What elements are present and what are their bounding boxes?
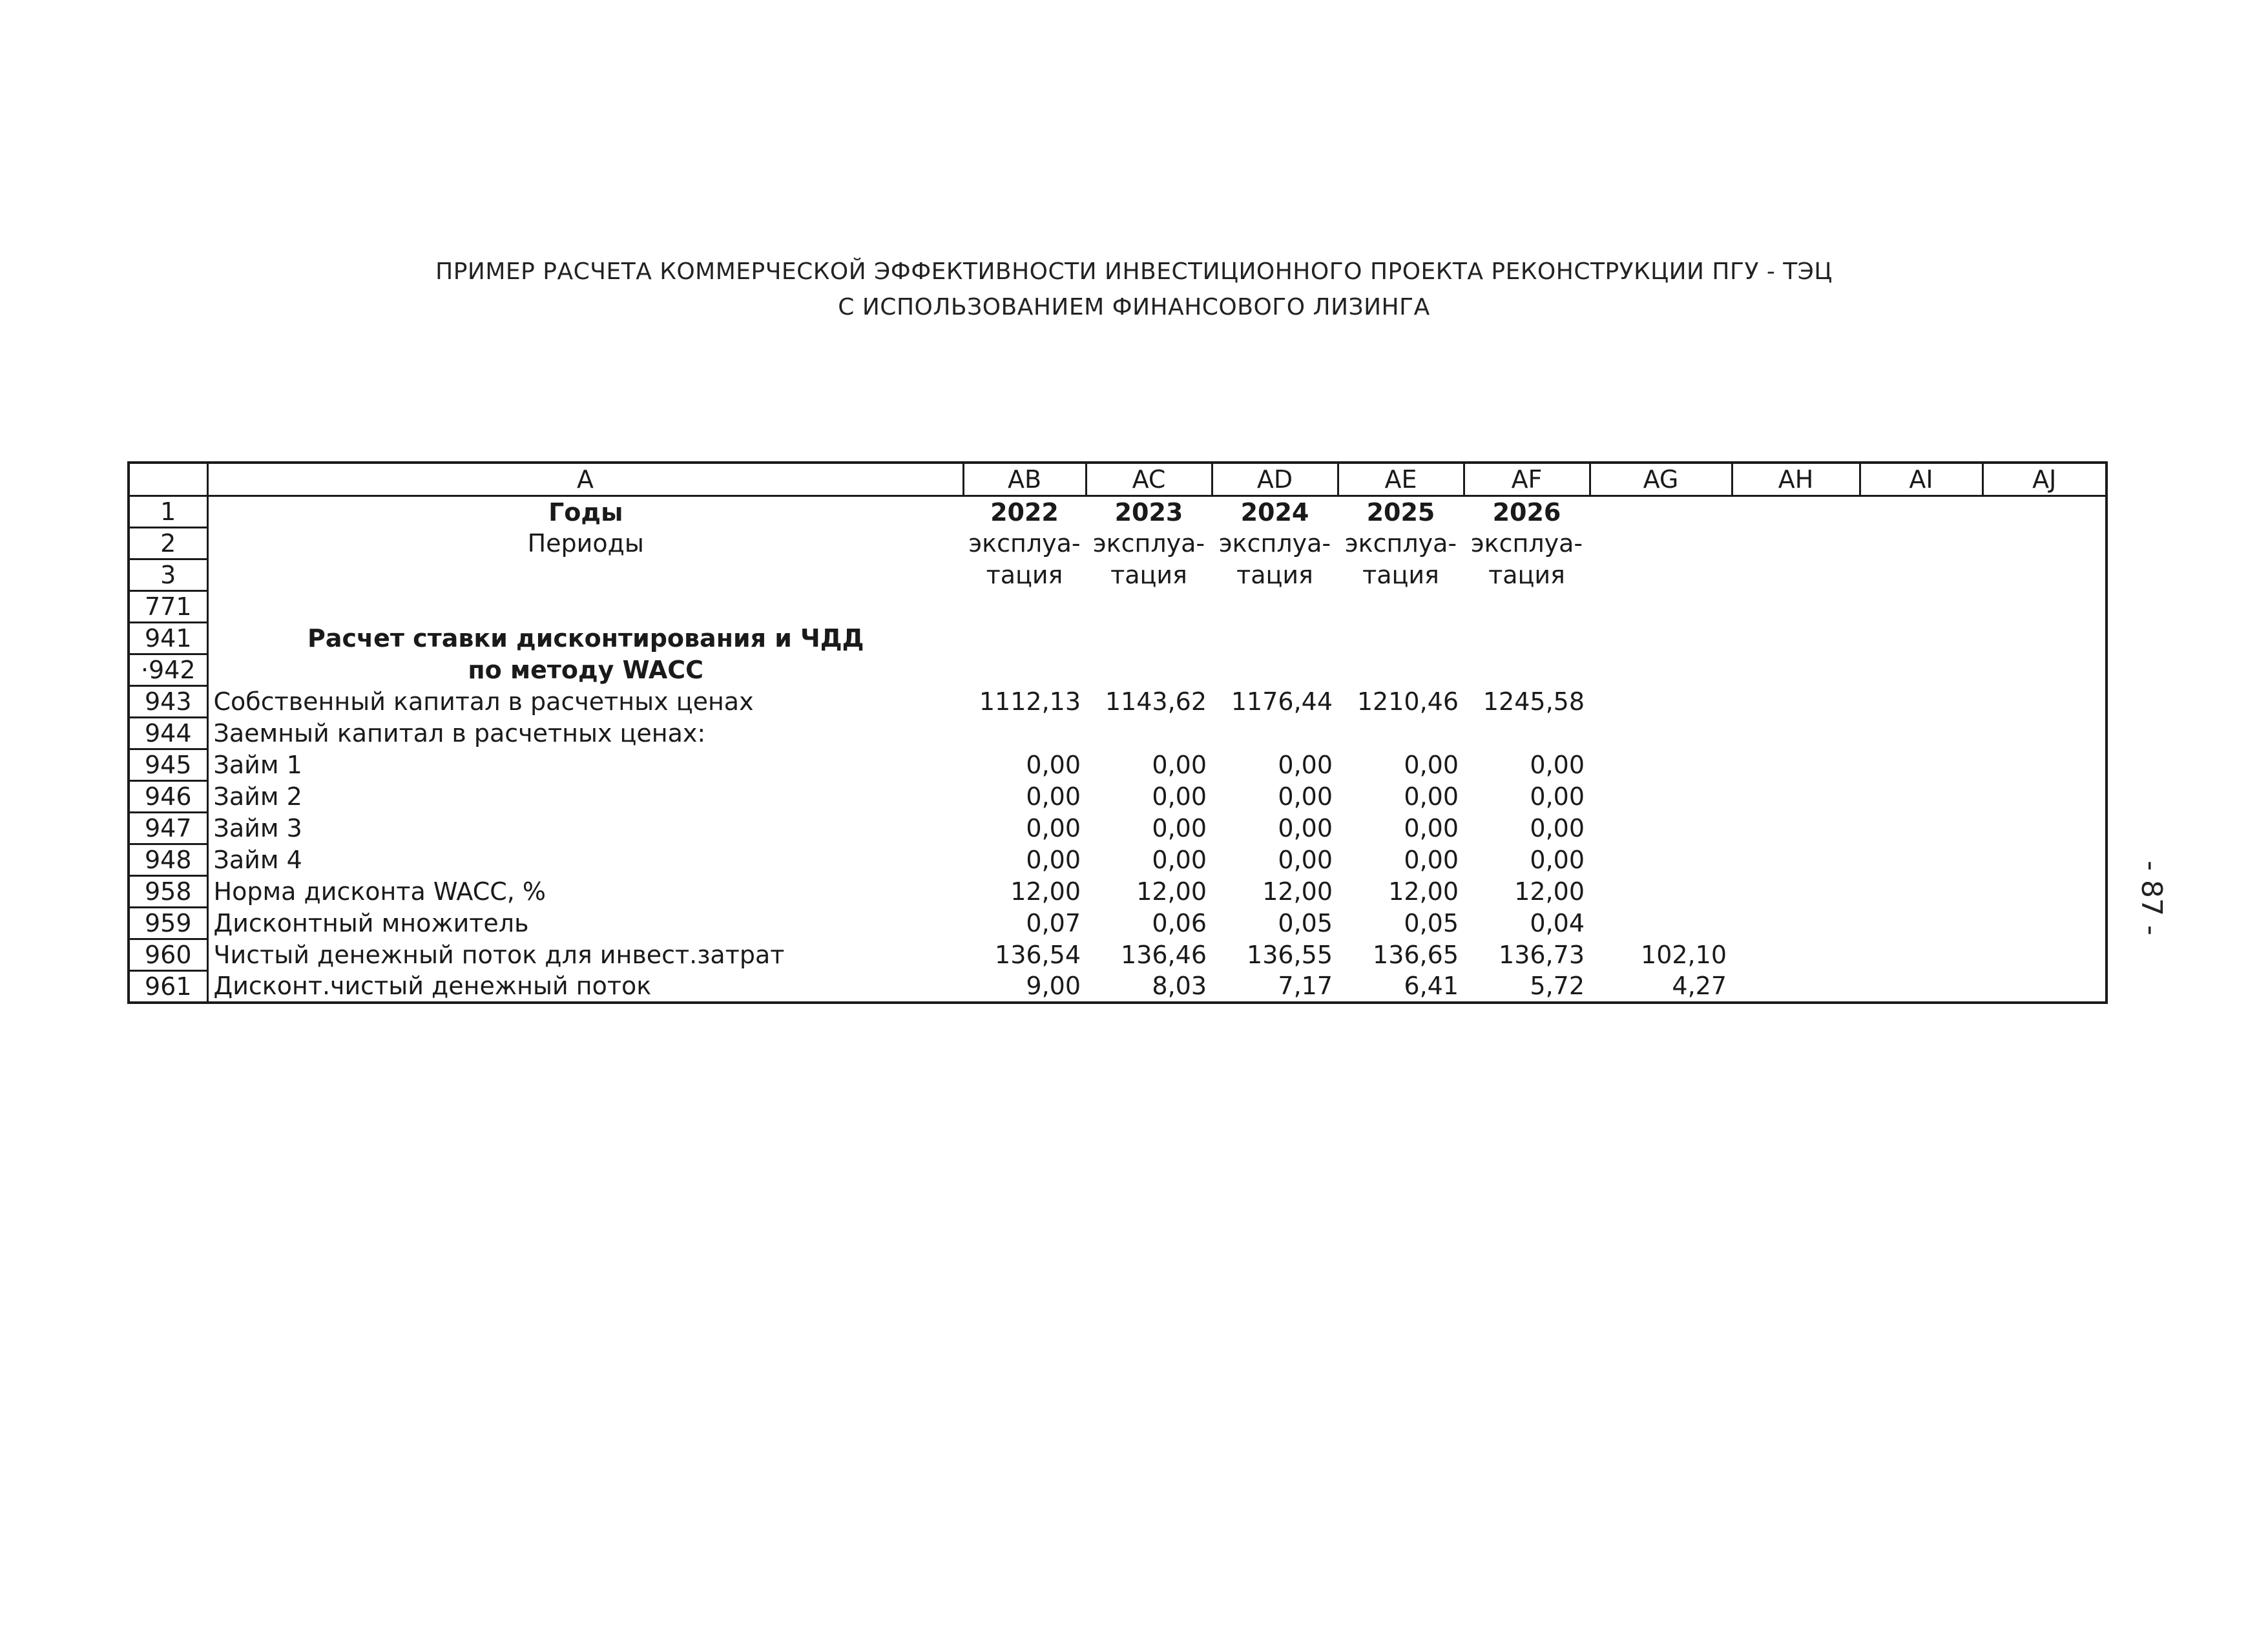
page-number: - 87 -: [2135, 861, 2168, 935]
value-cell: 0,00: [1404, 814, 1459, 842]
row-number: 3: [129, 559, 207, 591]
years-label: Годы: [207, 496, 963, 528]
row-number: 771: [129, 591, 207, 623]
row-label: Норма дисконта WACC, %: [207, 876, 963, 908]
row-label: Займ 4: [207, 844, 963, 876]
column-header-ai: AI: [1860, 463, 1982, 496]
value-cell: 0,00: [1404, 751, 1459, 779]
table-row: [129, 718, 2107, 749]
value-cell: 0,00: [1026, 846, 1081, 874]
value-cell: 12,00: [1514, 877, 1585, 906]
column-header-ac: AC: [1086, 463, 1212, 496]
value-cell: 1176,44: [1231, 687, 1333, 716]
value-cell: 12,00: [1010, 877, 1081, 906]
value-cell: 0,00: [1152, 846, 1207, 874]
period-cell: тация: [986, 561, 1063, 589]
value-cell: 9,00: [1026, 972, 1081, 1001]
value-cell: 12,00: [1136, 877, 1207, 906]
value-cell: 7,17: [1278, 972, 1333, 1001]
value-cell: [1590, 686, 1732, 718]
value-cell: 136,46: [1121, 941, 1207, 969]
column-header-ab: AB: [963, 463, 1086, 496]
column-header-af: AF: [1464, 463, 1590, 496]
value-cell: 136,54: [995, 941, 1081, 969]
value-cell: 1245,58: [1483, 687, 1585, 716]
value-cell: 5,72: [1530, 972, 1585, 1001]
period-cell: тация: [1488, 561, 1565, 589]
value-cell: [1086, 718, 1212, 749]
column-header-ad: AD: [1212, 463, 1338, 496]
value-cell: 0,00: [1026, 751, 1081, 779]
table-row: [129, 686, 2107, 718]
value-cell: 0,00: [1152, 814, 1207, 842]
column-header-ah: AH: [1732, 463, 1860, 496]
table-row: [129, 876, 2107, 908]
value-cell: 8,03: [1152, 972, 1207, 1001]
section-title-row-2: [129, 654, 2107, 686]
section-title-row-1: [129, 623, 2107, 654]
value-cell: 12,00: [1262, 877, 1333, 906]
table-row: [129, 908, 2107, 939]
table-row: [129, 971, 2107, 1003]
value-cell: 136,65: [1373, 941, 1459, 969]
row-number: 959: [129, 908, 207, 939]
table-row: [129, 844, 2107, 876]
value-cell: [1464, 718, 1590, 749]
column-header-ag: AG: [1590, 463, 1732, 496]
periods-row-2: [129, 559, 2107, 591]
column-header-row: [129, 463, 2107, 496]
column-header-a: A: [207, 463, 963, 496]
empty-row: [129, 591, 2107, 623]
period-cell: тация: [1236, 561, 1313, 589]
table-row: [129, 813, 2107, 844]
value-cell: 0,05: [1404, 909, 1459, 937]
value-cell: 0,00: [1026, 782, 1081, 811]
document-title-line-1: ПРИМЕР РАСЧЕТА КОММЕРЧЕСКОЙ ЭФФЕКТИВНОСТИ ИНВЕСТИЦИОННОГО ПРОЕКТА РЕКОНСТРУКЦИИ ПГУ - ТЭЦ: [435, 258, 1833, 285]
row-number: ·942: [129, 654, 207, 686]
year-cell: 2024: [1240, 497, 1309, 527]
row-number: 946: [129, 781, 207, 813]
column-header-aj: AJ: [1982, 463, 2107, 496]
row-label: Собственный капитал в расчетных ценах: [207, 686, 963, 718]
value-cell: 0,04: [1530, 909, 1585, 937]
row-number: 941: [129, 623, 207, 654]
value-cell: 0,00: [1278, 846, 1333, 874]
row-number: 960: [129, 939, 207, 971]
value-cell: 4,27: [1672, 972, 1727, 1001]
year-cell: 2023: [1114, 497, 1183, 527]
period-cell: тация: [1110, 561, 1187, 589]
value-cell: 1143,62: [1105, 687, 1207, 716]
value-cell: 0,00: [1278, 782, 1333, 811]
row-label: Займ 3: [207, 813, 963, 844]
value-cell: 1112,13: [979, 687, 1081, 716]
corner-cell: [129, 463, 207, 496]
row-label: Чистый денежный поток для инвест.затрат: [207, 939, 963, 971]
section-title-line-2: по методу WACC: [207, 654, 963, 686]
spreadsheet-table: [127, 461, 2108, 1004]
value-cell: 0,00: [1404, 782, 1459, 811]
value-cell: 0,00: [1152, 751, 1207, 779]
table-row: [129, 781, 2107, 813]
value-cell: 0,05: [1278, 909, 1333, 937]
empty-label: [207, 559, 963, 591]
period-cell: эксплуа-: [1218, 529, 1331, 558]
value-cell: [1338, 718, 1464, 749]
years-row: [129, 496, 2107, 528]
row-number: 2: [129, 528, 207, 559]
row-label: Заемный капитал в расчетных ценах:: [207, 718, 963, 749]
value-cell: 0,00: [1404, 846, 1459, 874]
period-cell: эксплуа-: [1092, 529, 1205, 558]
value-cell: [1590, 908, 1732, 939]
value-cell: 0,00: [1530, 814, 1585, 842]
column-header-ae: AE: [1338, 463, 1464, 496]
value-cell: 12,00: [1388, 877, 1459, 906]
row-number: 947: [129, 813, 207, 844]
value-cell: 1210,46: [1357, 687, 1459, 716]
value-cell: 0,00: [1530, 846, 1585, 874]
value-cell: 0,00: [1530, 782, 1585, 811]
row-label: Дисконт.чистый денежный поток: [207, 971, 963, 1003]
value-cell: 6,41: [1404, 972, 1459, 1001]
value-cell: 0,00: [1152, 782, 1207, 811]
value-cell: 136,55: [1247, 941, 1333, 969]
value-cell: [1590, 718, 1732, 749]
value-cell: [1590, 844, 1732, 876]
year-cell: 2022: [990, 497, 1059, 527]
row-number: 945: [129, 749, 207, 781]
row-number: 944: [129, 718, 207, 749]
value-cell: 0,00: [1278, 814, 1333, 842]
value-cell: [1590, 876, 1732, 908]
period-cell: эксплуа-: [1344, 529, 1457, 558]
periods-label: Периоды: [207, 528, 963, 559]
row-label: Займ 2: [207, 781, 963, 813]
row-number: 961: [129, 971, 207, 1003]
section-title-line-1: Расчет ставки дисконтирования и ЧДД: [207, 623, 963, 654]
value-cell: 136,73: [1499, 941, 1585, 969]
row-label: Займ 1: [207, 749, 963, 781]
value-cell: [1590, 781, 1732, 813]
value-cell: [1212, 718, 1338, 749]
period-cell: эксплуа-: [968, 529, 1081, 558]
table-row: [129, 939, 2107, 971]
year-cell: 2025: [1366, 497, 1435, 527]
value-cell: [963, 718, 1086, 749]
value-cell: 0,00: [1278, 751, 1333, 779]
document-title-line-2: С ИСПОЛЬЗОВАНИЕМ ФИНАНСОВОГО ЛИЗИНГА: [838, 294, 1430, 320]
row-number: 943: [129, 686, 207, 718]
value-cell: 0,06: [1152, 909, 1207, 937]
value-cell: [1590, 813, 1732, 844]
row-number: 958: [129, 876, 207, 908]
year-cell: 2026: [1492, 497, 1561, 527]
table-row: [129, 749, 2107, 781]
value-cell: [1590, 749, 1732, 781]
period-cell: эксплуа-: [1470, 529, 1583, 558]
period-cell: тация: [1362, 561, 1439, 589]
periods-row: [129, 528, 2107, 559]
row-number: 948: [129, 844, 207, 876]
value-cell: 0,00: [1026, 814, 1081, 842]
value-cell: 102,10: [1641, 941, 1727, 969]
value-cell: 0,07: [1026, 909, 1081, 937]
row-number: 1: [129, 496, 207, 528]
row-label: Дисконтный множитель: [207, 908, 963, 939]
value-cell: 0,00: [1530, 751, 1585, 779]
